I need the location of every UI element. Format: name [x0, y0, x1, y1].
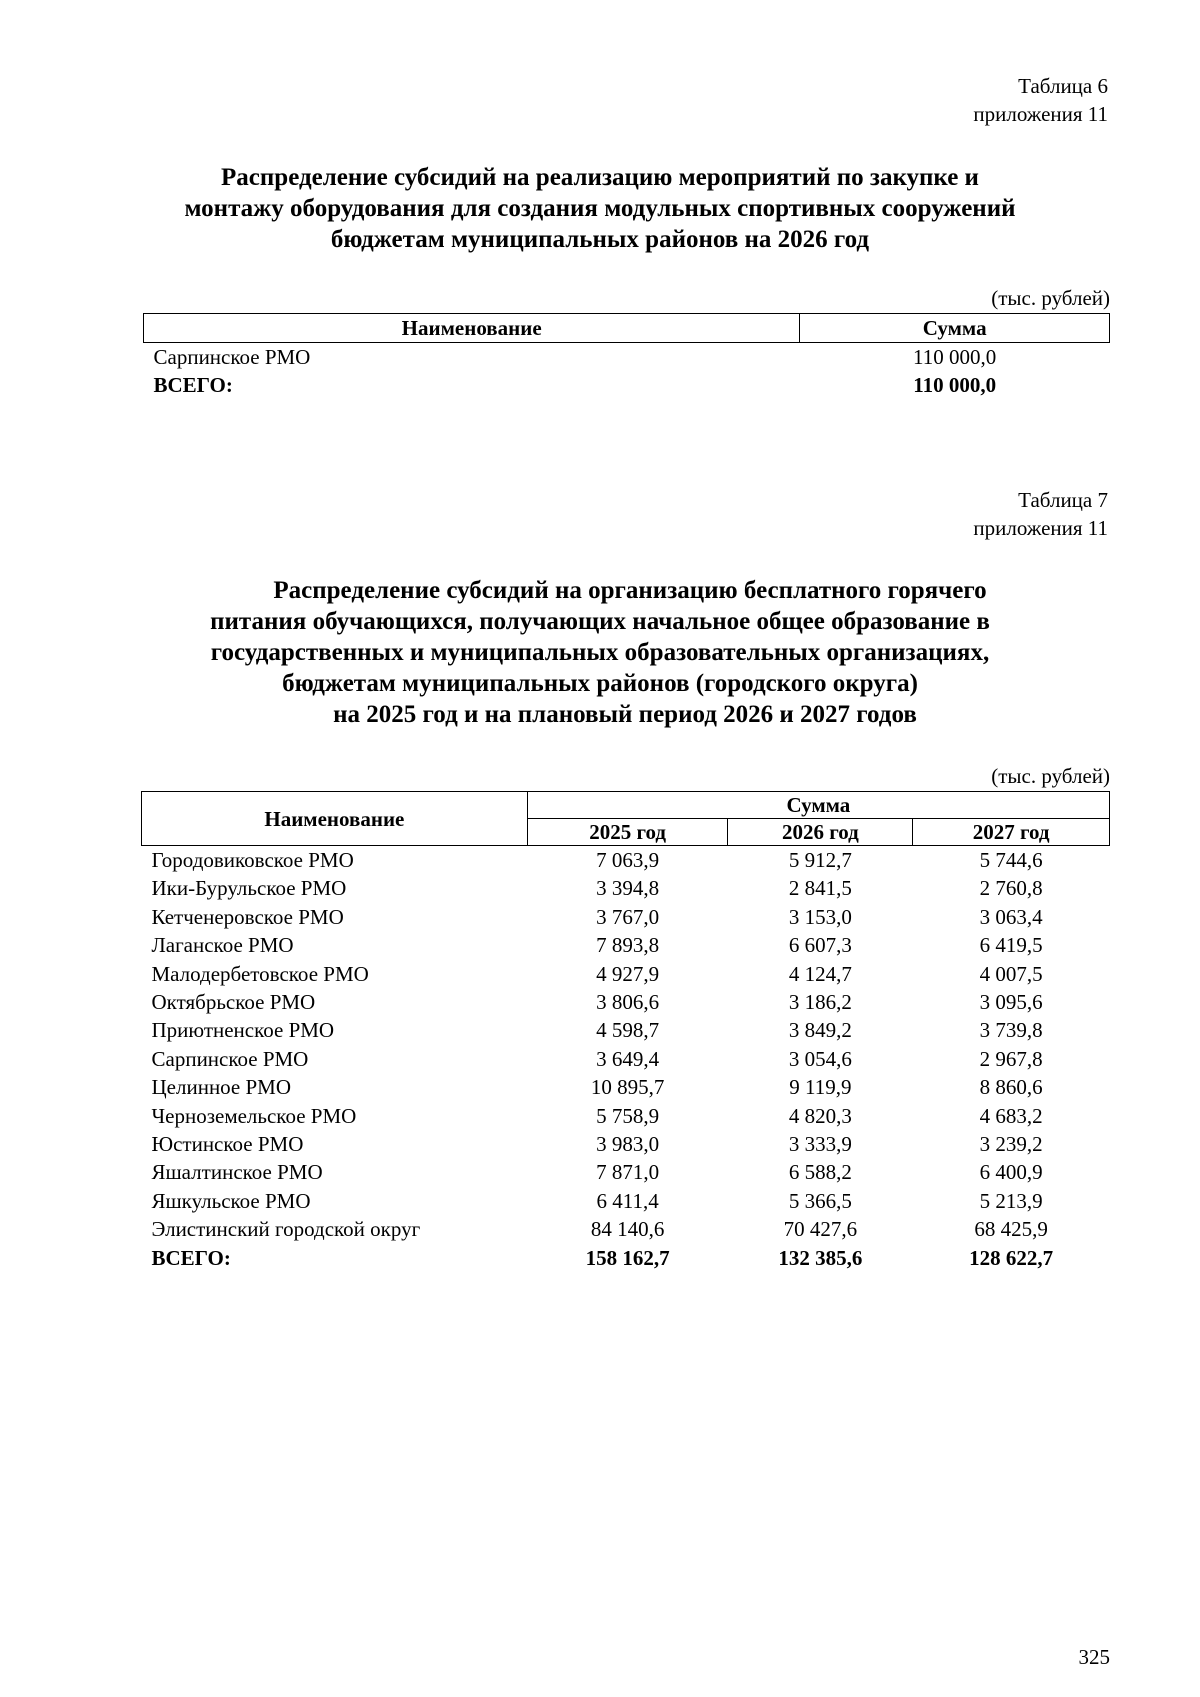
year-value: 7 871,0 [596, 1160, 660, 1185]
year-value: 4 124,7 [788, 961, 852, 986]
page-number: 325 [1078, 1645, 1110, 1669]
table6-units: (тыс. рублей) [991, 286, 1110, 310]
table7-header-sum: Сумма [527, 792, 1109, 819]
table7-caption [973, 486, 1108, 542]
year-value: 10 895,7 [590, 1075, 665, 1100]
table7-appendix: приложения 11 [973, 516, 1108, 540]
region-name: Сарпинское РМО [153, 345, 311, 369]
region-name: Кетченеровское РМО [151, 904, 344, 929]
table7-title-line: Распределение субсидий на организацию бесплатного горячего [273, 577, 987, 604]
year-value: 5 912,7 [788, 848, 852, 872]
year-value: 5 213,9 [979, 1188, 1043, 1213]
table7-label: Таблица 7 [1018, 488, 1108, 512]
year-value: 3 153,0 [788, 904, 852, 929]
year-value: 3 394,8 [596, 876, 660, 901]
table6-label: Таблица 6 [1018, 74, 1108, 98]
year-value: 5 758,9 [596, 1103, 660, 1128]
year-value: 7 063,9 [596, 848, 660, 872]
year-value: 9 119,9 [789, 1075, 852, 1100]
table6-header-name: Наименование [144, 314, 800, 343]
year-value: 8 860,6 [979, 1075, 1043, 1100]
year-value: 3 767,0 [596, 904, 660, 929]
year-value: 3 739,8 [979, 1018, 1043, 1043]
table7-body [142, 846, 1110, 1273]
table6-title-line: бюджетам муниципальных районов на 2026 год [330, 226, 870, 253]
year-value: 2 967,8 [979, 1046, 1043, 1071]
table-row [142, 1045, 1110, 1073]
year-value: 4 927,9 [596, 961, 660, 986]
region-name: Приютненское РМО [151, 1018, 335, 1043]
year-header: 2026 год [728, 819, 913, 846]
total-value: 158 162,7 [585, 1245, 670, 1270]
table-row [144, 343, 1110, 372]
table6-header-sum: Сумма [800, 314, 1110, 343]
year-value: 4 820,3 [788, 1103, 852, 1128]
year-value: 3 186,2 [788, 990, 852, 1015]
year-value: 6 419,5 [979, 933, 1043, 958]
table7 [141, 791, 1110, 1272]
year-value: 6 607,3 [788, 933, 852, 958]
region-name: Яшалтинское РМО [151, 1160, 323, 1185]
table6-appendix: приложения 11 [973, 102, 1108, 126]
table-row [142, 1102, 1110, 1130]
table6-title [0, 162, 1200, 255]
region-name: Лаганское РМО [151, 933, 294, 958]
region-name: Октябрьское РМО [151, 990, 316, 1015]
table7-title-line: государственных и муниципальных образовательных организациях, [210, 639, 990, 666]
total-row [144, 371, 1110, 399]
table6-title-line: монтажу оборудования для создания модульных спортивных сооружений [184, 195, 1016, 222]
year-value: 3 054,6 [788, 1046, 852, 1071]
year-value: 6 400,9 [979, 1160, 1043, 1185]
table-row [142, 1016, 1110, 1044]
table-row [142, 1130, 1110, 1158]
table-row [142, 960, 1110, 988]
year-header: 2025 год [527, 819, 728, 846]
table-row [142, 1215, 1110, 1243]
year-value: 5 744,6 [979, 848, 1043, 872]
year-value: 84 140,6 [590, 1217, 665, 1242]
year-value: 70 427,6 [783, 1217, 858, 1242]
region-name: Ики-Бурульское РМО [151, 876, 347, 901]
table-row [142, 846, 1110, 875]
year-value: 68 425,9 [974, 1217, 1048, 1242]
year-value: 3 239,2 [979, 1132, 1043, 1157]
region-name: Городовиковское РМО [151, 848, 354, 872]
year-value: 3 649,4 [596, 1046, 660, 1071]
total-value: 132 385,6 [778, 1245, 863, 1270]
table-row [142, 1158, 1110, 1186]
sum-value: 110 000,0 [913, 345, 997, 369]
year-value: 3 983,0 [596, 1132, 660, 1157]
table6-title-line: Распределение субсидий на реализацию мероприятий по закупке и [221, 164, 979, 191]
year-value: 3 095,6 [979, 990, 1043, 1015]
year-value: 2 760,8 [979, 876, 1043, 901]
table-row [142, 931, 1110, 959]
year-value: 5 366,5 [788, 1188, 852, 1213]
region-name: Яшкульское РМО [151, 1188, 311, 1213]
year-value: 3 849,2 [788, 1018, 852, 1043]
region-name: Черноземельское РМО [151, 1103, 357, 1128]
year-value: 4 683,2 [979, 1103, 1043, 1128]
total-label: ВСЕГО: [151, 1245, 231, 1270]
table-row [142, 1187, 1110, 1215]
table7-units: (тыс. рублей) [991, 764, 1110, 788]
region-name: Целинное РМО [151, 1075, 292, 1100]
table-row [142, 988, 1110, 1016]
total-label: ВСЕГО: [153, 373, 233, 398]
table7-title-line: бюджетам муниципальных районов (городского округа) [282, 670, 918, 697]
table-row [142, 874, 1110, 902]
year-header: 2027 год [913, 819, 1110, 846]
year-value: 4 007,5 [979, 961, 1043, 986]
table7-header-name: Наименование [142, 792, 528, 846]
region-name: Малодербетовское РМО [151, 961, 369, 986]
total-value: 128 622,7 [969, 1245, 1054, 1270]
table7-title-line: на 2025 год и на плановый период 2026 и 2027 годов [333, 701, 917, 728]
year-value: 6 411,4 [596, 1188, 659, 1213]
region-name: Сарпинское РМО [151, 1046, 309, 1071]
year-value: 3 063,4 [979, 904, 1043, 929]
table-row [142, 1073, 1110, 1101]
year-value: 3 806,6 [596, 990, 660, 1015]
year-value: 4 598,7 [596, 1018, 660, 1043]
total-row [142, 1244, 1110, 1272]
table-row [142, 903, 1110, 931]
table7-title [0, 575, 1200, 730]
year-value: 3 333,9 [788, 1132, 852, 1157]
region-name: Элистинский городской округ [151, 1217, 421, 1242]
table6 [143, 313, 1110, 400]
table6-caption [973, 72, 1108, 128]
year-value: 6 588,2 [788, 1160, 852, 1185]
table7-title-line: питания обучающихся, получающих начальное общее образование в [210, 608, 990, 635]
total-value: 110 000,0 [913, 373, 997, 398]
region-name: Юстинское РМО [151, 1132, 304, 1157]
year-value: 7 893,8 [596, 933, 660, 958]
year-value: 2 841,5 [788, 876, 852, 901]
